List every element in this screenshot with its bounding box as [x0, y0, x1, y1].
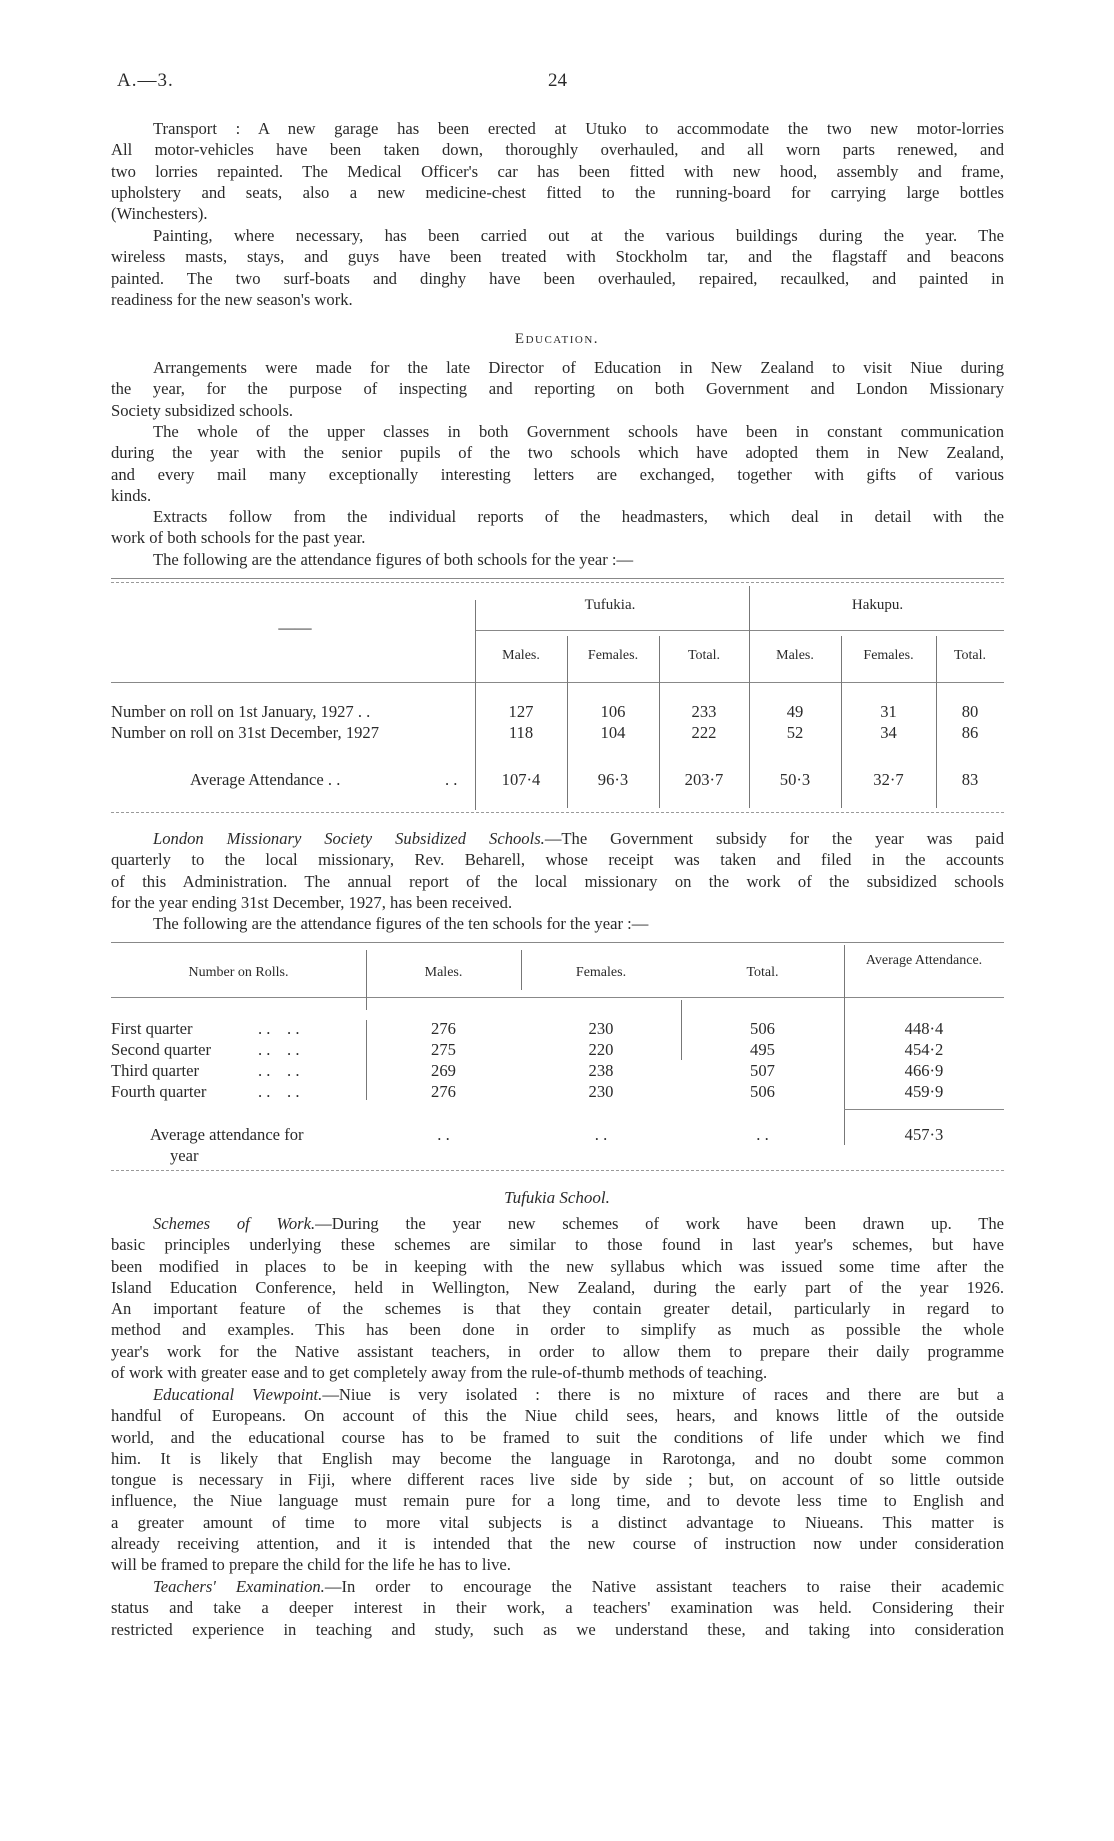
text-line: work of both schools for the past year.: [111, 528, 366, 548]
paragraph-schemes-of-work: [111, 1213, 1004, 1383]
text-line: two lorries repainted. The Medical Officer's car has been fitted with new hood, assembly and frame,: [111, 161, 1004, 181]
text-line: tongue is necessary in Fiji, where different races live side by side ; but, on account of so little outside: [111, 1470, 1004, 1490]
table-cell: 118: [508, 723, 534, 742]
table-cell: . .: [756, 1125, 769, 1144]
group-header-tufukia: Tufukia.: [584, 597, 636, 613]
stub-header: ——: [278, 618, 312, 637]
table-cell: 31: [880, 702, 897, 721]
text-line: world, and the educational course has to be framed to suit the conditions of life under which we find: [111, 1427, 1004, 1447]
table-cell: 107·4: [501, 770, 541, 789]
text-line: a greater amount of time to more vital subjects is a distinct advantage to Niueans. This matter is: [111, 1512, 1004, 1532]
text-line: for the year ending 31st December, 1927, has been received.: [111, 892, 513, 912]
text-line: Society subsidized schools.: [111, 400, 294, 420]
text-line: the year, for the purpose of inspecting and reporting on both Government and London Missionary: [111, 379, 1004, 399]
text-line: upholstery and seats, also a new medicine-chest fitted to the running-board for carrying large bottles: [111, 182, 1004, 202]
text-line: The whole of the upper classes in both Government schools have been in constant communication: [153, 422, 1004, 441]
table-cell: 459·9: [904, 1082, 944, 1101]
column-header: Average Attendance.: [865, 953, 983, 968]
text-line: Arrangements were made for the late Director of Education in New Zealand to visit Niue during: [153, 358, 1004, 377]
table-cell: 238: [588, 1061, 614, 1080]
column-header: Males.: [424, 965, 463, 980]
table-cell: 106: [600, 702, 626, 721]
row-label-year: year: [170, 1146, 199, 1165]
table-cell: 86: [961, 723, 979, 742]
text-line: year's work for the Native assistant teachers, in order to allow them to prepare their daily programme: [111, 1341, 1004, 1361]
column-header: Total.: [953, 648, 987, 663]
paragraph-painting: [111, 225, 1004, 310]
text-line: status and take a deeper interest in their work, a teachers' examination was held. Considering their: [111, 1598, 1004, 1618]
section-heading-tufukia-school: Tufukia School.: [504, 1188, 610, 1207]
page-number: 24: [548, 70, 567, 91]
paragraph-education-arrangements: [111, 357, 1004, 421]
text-line: Island Education Conference, held in Wellington, New Zealand, during the early part of the year 1926.: [111, 1277, 1004, 1297]
text-line: Painting, where necessary, has been carried out at the various buildings during the year. The: [153, 226, 1004, 245]
table-cell: 507: [750, 1061, 775, 1080]
text-line: (Winchesters).: [111, 204, 208, 224]
text-line: basic principles underlying these schemes are similar to those found in last year's schemes, but have: [111, 1235, 1004, 1255]
table-cell: 49: [786, 702, 804, 721]
table-cell: 32·7: [873, 770, 904, 789]
section-heading-education: Education.: [514, 331, 600, 347]
text-line: Teachers' Examination.—In order to encourage the Native assistant teachers to raise their academic: [153, 1577, 1004, 1596]
text-line: during the year with the senior pupils of the two schools which have adopted them in New Zealand,: [111, 443, 1004, 463]
row-dots: . .: [445, 770, 458, 789]
table-cell: 233: [691, 702, 717, 721]
row-label-dec: Number on roll on 31st December, 1927: [111, 723, 380, 742]
page-header: [0, 70, 1114, 100]
italic-heading-viewpoint: Educational Viewpoint.: [153, 1385, 323, 1404]
table-cell: 203·7: [684, 770, 724, 789]
table-cell: 96·3: [597, 770, 629, 789]
table-cell: 50·3: [779, 770, 811, 789]
text-line: wireless masts, stays, and guys have been treated with Stockholm tar, and the flagstaff and beacons: [111, 247, 1004, 267]
group-header-hakupu: Hakupu.: [851, 597, 904, 613]
row-dots: . . . .: [258, 1061, 300, 1080]
table-cell: 276: [431, 1019, 456, 1038]
text-line: The following are the attendance figures of the ten schools for the year :—: [153, 914, 649, 933]
paragraph-transport: [111, 118, 1004, 224]
row-label-average: Average Attendance . .: [190, 770, 341, 789]
text-line: kinds.: [111, 485, 152, 505]
row-label-first-quarter: First quarter: [111, 1019, 193, 1038]
document-reference: A.—3.: [117, 70, 174, 91]
row-label-fourth-quarter: Fourth quarter: [111, 1082, 207, 1101]
column-header: Males.: [502, 648, 540, 663]
paragraph-education-communication: [111, 421, 1004, 506]
column-header: Females.: [575, 965, 627, 980]
text-line: quarterly to the local missionary, Rev. Beharell, whose receipt was taken and filed in the accounts: [111, 850, 1004, 870]
text-line: already receiving attention, and it is intended that the new course of instruction now under consideration: [111, 1534, 1004, 1554]
text-line: Schemes of Work.—During the year new schemes of work have been drawn up. The: [153, 1214, 1004, 1233]
table-cell: 454·2: [904, 1040, 944, 1059]
text-line: London Missionary Society Subsidized Schools.—The Government subsidy for the year was paid: [153, 829, 1004, 848]
text-line: restricted experience in teaching and study, such as we understand these, and taking into consideration: [111, 1619, 1004, 1639]
text-line: of work with greater ease and to get completely away from the rule-of-thumb methods of teaching.: [111, 1363, 768, 1383]
text-line: of this Administration. The annual report of the local missionary on the work of the subsidized schools: [111, 871, 1004, 891]
table-cell: 448·4: [904, 1019, 944, 1038]
paragraph-lms-attendance-intro: [111, 913, 1004, 934]
column-header: Number on Rolls.: [188, 965, 289, 980]
text-line: method and examples. This has been done in order to simplify as much as possible the whole: [111, 1320, 1004, 1340]
row-label-second-quarter: Second quarter: [111, 1040, 211, 1059]
table-cell: 34: [880, 723, 897, 742]
table-cell: 104: [600, 723, 626, 742]
text-line: painted. The two surf-boats and dinghy have been overhauled, repaired, recaulked, and painted in: [111, 268, 1004, 288]
paragraph-teachers-examination: [111, 1576, 1004, 1640]
text-line: and every mail many exceptionally interesting letters are exchanged, together with gifts of various: [111, 464, 1004, 484]
italic-heading-schemes: Schemes of Work.: [153, 1214, 316, 1233]
text-line: him. It is likely that English may become the language in Rarotonga, and no doubt some common: [111, 1448, 1004, 1468]
paragraph-lms-schools: [111, 828, 1004, 913]
text-line: handful of Europeans. On account of this the Niue child sees, hears, and knows little of the outside: [111, 1406, 1004, 1426]
table-cell: 506: [750, 1082, 775, 1101]
column-header: Males.: [776, 648, 814, 663]
row-label-average-for: Average attendance for: [150, 1125, 304, 1144]
table-cell: 275: [431, 1040, 456, 1059]
column-header: Total.: [746, 965, 779, 980]
italic-heading-lms: London Missionary Society Subsidized Schools.: [153, 829, 545, 848]
row-dots: . . . .: [258, 1082, 300, 1101]
text-line: Educational Viewpoint.—Niue is very isolated : there is no mixture of races and there are but a: [153, 1385, 1004, 1404]
text-line: An important feature of the schemes is that they contain greater detail, particularly in regard to: [111, 1299, 1004, 1319]
table-cell: 466·9: [904, 1061, 944, 1080]
text-line: been modified in places to be in keeping with the new syllabus which was issued some time after the: [111, 1256, 1004, 1276]
table-cell: 276: [431, 1082, 456, 1101]
paragraph-attendance-intro: [111, 549, 1004, 570]
row-label-jan: Number on roll on 1st January, 1927 . .: [111, 702, 371, 721]
row-dots: . . . .: [258, 1040, 300, 1059]
table-cell: 220: [588, 1040, 614, 1059]
text-line: readiness for the new season's work.: [111, 289, 353, 309]
column-header: Females.: [587, 648, 639, 663]
table-cell: 230: [588, 1082, 614, 1101]
table-cell: . .: [437, 1125, 450, 1144]
table-cell: 222: [691, 723, 717, 742]
table-cell: 127: [508, 702, 534, 721]
text-line: The following are the attendance figures of both schools for the year :—: [153, 550, 634, 569]
column-header: Total.: [687, 648, 721, 663]
paragraph-educational-viewpoint: [111, 1384, 1004, 1576]
paragraph-education-extracts: [111, 506, 1004, 549]
table-cell: 83: [961, 770, 979, 789]
table-cell: 506: [750, 1019, 775, 1038]
text-line: will be framed to prepare the child for the life he has to live.: [111, 1555, 511, 1575]
text-line: All motor-vehicles have been taken down, thoroughly overhauled, and all worn parts renewed, and: [111, 140, 1004, 160]
row-label-third-quarter: Third quarter: [111, 1061, 200, 1080]
table-cell: 495: [750, 1040, 775, 1059]
text-line: Transport : A new garage has been erected at Utuko to accommodate the two new motor-lorries: [153, 119, 1004, 138]
table-cell: 269: [431, 1061, 456, 1080]
table-cell: 457·3: [904, 1125, 944, 1144]
italic-heading-teachers: Teachers' Examination.: [153, 1577, 325, 1596]
row-dots: . . . .: [258, 1019, 300, 1038]
table-cell: . .: [594, 1125, 608, 1144]
column-header: Females.: [863, 648, 914, 663]
text-line: Extracts follow from the individual reports of the headmasters, which deal in detail with the: [153, 507, 1004, 526]
table-cell: 230: [588, 1019, 614, 1038]
table-cell: 52: [786, 723, 804, 742]
table-cell: 80: [961, 702, 979, 721]
text-line: influence, the Niue language must remain pure for a long time, and to devote less time to English and: [111, 1491, 1004, 1511]
